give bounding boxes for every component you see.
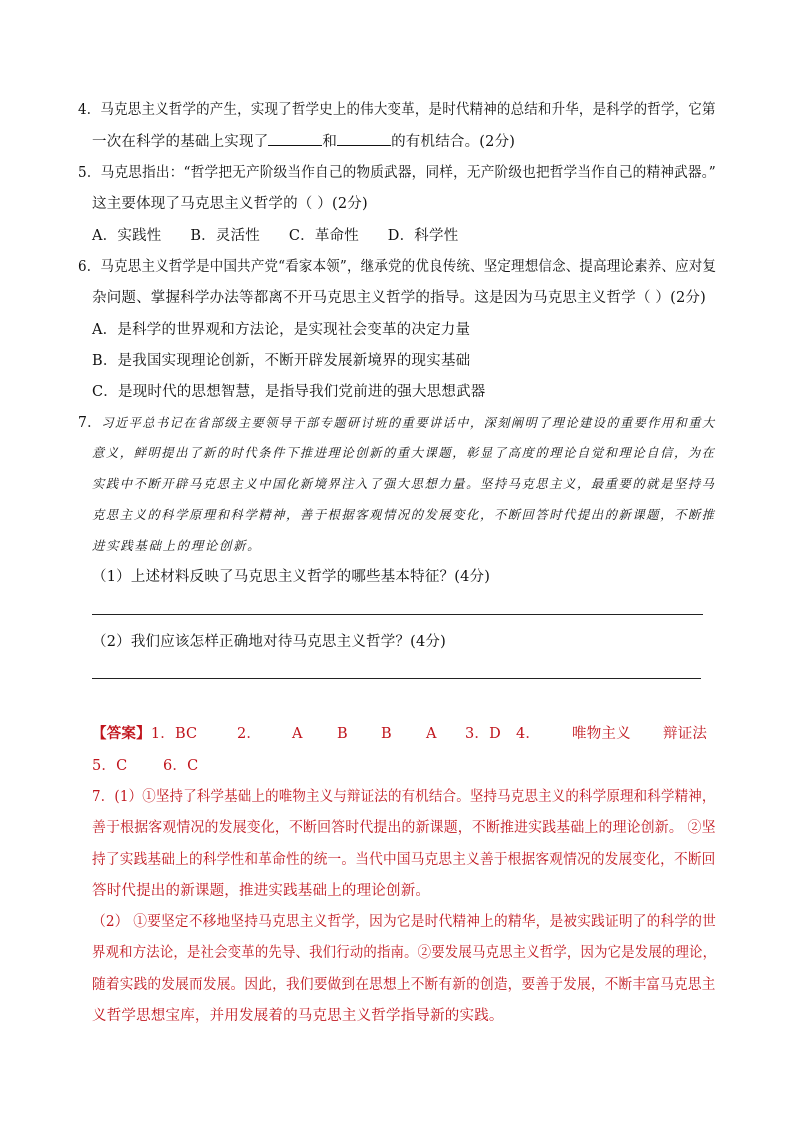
q4-blank-1[interactable] xyxy=(268,131,322,146)
answer-item: 2． xyxy=(237,726,262,742)
q6-line-2: 杂问题、掌握科学办法等都离不开马克思主义哲学的指导。这是因为马克思主义哲学（ ）(2分) xyxy=(92,290,706,306)
answer-item: 1．BC xyxy=(150,726,198,742)
answer-item: 4． xyxy=(516,726,541,742)
answer-key-label: 【答案】 xyxy=(92,725,151,742)
q7-material-line-3: 实践中不断开辟马克思主义中国化新境界注入了强大思想力量。坚持马克思主义，最重要的就是坚持马 xyxy=(92,476,716,491)
q4-text-c: 的有机结合。(2分) xyxy=(391,134,516,150)
answer-7-2-line-1: （2） ①要坚定不移地坚持马克思主义哲学，因为它是时代精神上的精华，是被实践证明了的科学的世 xyxy=(92,914,717,930)
answer-row-1 xyxy=(92,724,197,744)
q7-number: 7． xyxy=(78,415,102,431)
answer-line-1[interactable] xyxy=(92,614,703,615)
q7-material-text-1: 习近平总书记在省部级主要领导干部专题研讨班的重要讲话中，深刻阐明了理论建设的重要作用和重大 xyxy=(101,415,716,430)
q7-material-line-5: 进实践基础上的理论创新。 xyxy=(92,538,262,553)
answer-5: 5．C xyxy=(92,758,128,774)
answer-7-1-line-2: 善于根据客观情况的发展变化，不断回答时代提出的新课题，不断推进实践基础上的理论创新。 ②坚 xyxy=(92,820,716,836)
answer-6: 6．C xyxy=(163,758,199,774)
q6-line-1: 6．马克思主义哲学是中国共产党“看家本领”，继承党的优良传统、坚定理想信念、提高理论素养、应对复 xyxy=(78,259,717,275)
q6-option-b: B．是我国实现理论创新，不断开辟发展新境界的现实基础 xyxy=(92,353,471,369)
answer-item: B xyxy=(381,726,392,742)
answer-7-2-line-4: 义哲学思想宝库，并用发展着的马克思主义哲学指导新的实践。 xyxy=(92,1008,504,1024)
answer-item: A xyxy=(292,726,303,742)
answer-7-1-line-3: 持了实践基础上的科学性和革命性的统一。当代中国马克思主义善于根据客观情况的发展变化，不断回 xyxy=(92,852,716,868)
q7-subquestion-1: （1）上述材料反映了马克思主义哲学的哪些基本特征？(4分) xyxy=(92,569,491,585)
answer-item: 辩证法 xyxy=(663,726,708,742)
q5-options: A．实践性 B．灵活性 C．革命性 D．科学性 xyxy=(92,228,459,244)
q7-subquestion-2: （2）我们应该怎样正确地对待马克思主义哲学？(4分) xyxy=(92,634,446,650)
q5-line-1: 5．马克思指出：“哲学把无产阶级当作自己的物质武器，同样，无产阶级也把哲学当作自己的精神武器。” xyxy=(78,165,716,181)
q4-text-b: 和 xyxy=(322,134,338,150)
answer-line-2[interactable] xyxy=(92,678,701,679)
answer-item: 唯物主义 xyxy=(572,726,631,742)
q4-line-2 xyxy=(92,131,515,152)
answer-7-2-line-3: 随着实践的发展而发展。因此，我们要做到在思想上不断有新的创造，要善于发展，不断丰富马克思主 xyxy=(92,977,716,993)
q7-material-line-4: 克思主义的科学原理和科学精神，善于根据客观情况的发展变化，不断回答时代提出的新课题，不断推 xyxy=(92,507,716,522)
answer-item: B xyxy=(337,726,348,742)
answer-item: A xyxy=(426,726,437,742)
q4-blank-2[interactable] xyxy=(337,131,391,146)
q5-line-2: 这主要体现了马克思主义哲学的（ ）(2分) xyxy=(92,196,368,212)
q4-text-a: 一次在科学的基础上实现了 xyxy=(92,134,269,150)
q6-option-a: A．是科学的世界观和方法论，是实现社会变革的决定力量 xyxy=(92,322,471,338)
q7-material-line-1 xyxy=(78,413,716,433)
q7-material-line-2: 意义，鲜明提出了新的时代条件下推进理论创新的重大课题，彰显了高度的理论自觉和理论自信，为在 xyxy=(92,445,716,460)
answer-item: 3．D xyxy=(465,726,501,742)
answer-7-1-line-4: 答时代提出的新课题，推进实践基础上的理论创新。 xyxy=(92,883,431,899)
answer-7-1-line-1: 7．(1）①坚持了科学基础上的唯物主义与辩证法的有机结合。坚持马克思主义的科学原理和科学精神， xyxy=(92,789,716,805)
q4-line-1: 4．马克思主义哲学的产生，实现了哲学史上的伟大变革，是时代精神的总结和升华，是科学的哲学，它第 xyxy=(78,102,716,118)
q6-option-c: C．是现时代的思想智慧，是指导我们党前进的强大思想武器 xyxy=(92,384,486,400)
answer-7-2-line-2: 界观和方法论，是社会变革的先导、我们行动的指南。②要发展马克思主义哲学，因为它是发展的理论， xyxy=(92,945,717,961)
